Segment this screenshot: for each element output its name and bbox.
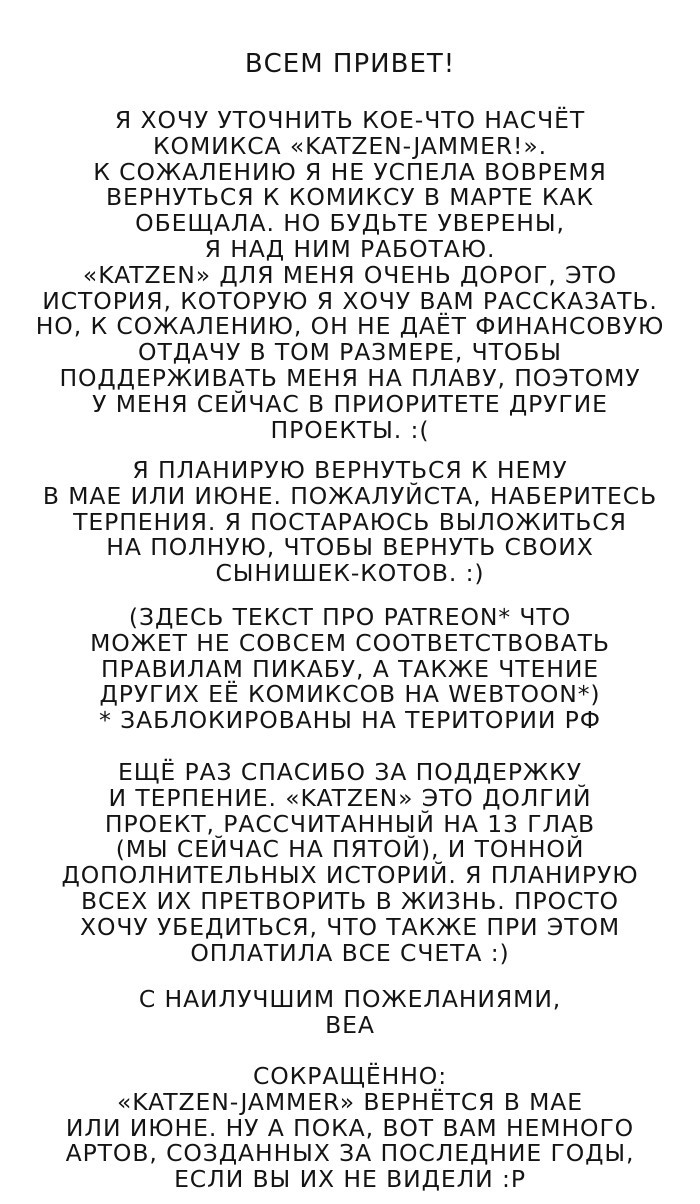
text-line: МОЖЕТ НЕ СОВСЕМ СООТВЕТСТВОВАТЬ xyxy=(90,628,610,657)
summary-block xyxy=(0,1064,700,1193)
paragraph-translator-note xyxy=(0,605,700,734)
text-line: ПРОЕКТЫ. :( xyxy=(270,415,430,444)
text-line: Я ПЛАНИРУЮ ВЕРНУТЬСЯ К НЕМУ xyxy=(132,456,568,484)
text-line: ВЕРНУТЬСЯ К КОМИКСУ В МАРТЕ КАК xyxy=(105,183,595,212)
paragraph-intro xyxy=(0,108,700,443)
page-title: ВСЕМ ПРИВЕТ! xyxy=(244,49,456,79)
signature-block xyxy=(0,987,700,1039)
text-line: ОТДАЧУ В ТОМ РАЗМЕРЕ, ЧТОБЫ xyxy=(138,338,562,367)
text-line: НО, К СОЖАЛЕНИЮ, ОН НЕ ДАЁТ ФИНАНСОВУЮ xyxy=(35,312,665,341)
author-name: ВЕА xyxy=(325,1010,375,1039)
text-line: (ЗДЕСЬ ТЕКСТ ПРО PATREON* ЧТО xyxy=(128,603,572,631)
text-line: Я НАД НИМ РАБОТАЮ. xyxy=(204,234,496,263)
text-line: ЕСЛИ ВЫ ИХ НЕ ВИДЕЛИ :P xyxy=(174,1165,526,1194)
text-line: В МАЕ ИЛИ ИЮНЕ. ПОЖАЛУЙСТА, НАБЕРИТЕСЬ xyxy=(42,481,658,510)
text-line: ПРОЕКТ, РАССЧИТАННЫЙ НА 13 ГЛАВ xyxy=(104,809,596,838)
text-line: ХОЧУ УБЕДИТЬСЯ, ЧТО ТАКЖЕ ПРИ ЭТОМ xyxy=(79,912,621,941)
text-line: С НАИЛУЧШИМ ПОЖЕЛАНИЯМИ, xyxy=(138,985,562,1013)
text-line: ОПЛАТИЛА ВСЕ СЧЕТА :) xyxy=(190,938,510,967)
text-line: ПРАВИЛАМ ПИКАБУ, А ТАКЖЕ ЧТЕНИЕ xyxy=(100,654,600,683)
text-line: ИЛИ ИЮНЕ. НУ А ПОКА, ВОТ ВАМ НЕМНОГО xyxy=(65,1113,635,1142)
text-line: «KATZEN-JAMMER» ВЕРНЁТСЯ В МАЕ xyxy=(116,1087,584,1116)
text-line: (МЫ СЕЙЧАС НА ПЯТОЙ), И ТОННОЙ xyxy=(115,835,585,864)
text-line: ПОДДЕРЖИВАТЬ МЕНЯ НА ПЛАВУ, ПОЭТОМУ xyxy=(59,363,641,392)
paragraph-plans xyxy=(0,458,700,587)
text-line: ИСТОРИЯ, КОТОРУЮ Я ХОЧУ ВАМ РАССКАЗАТЬ. xyxy=(42,286,658,315)
text-line: ДОПОЛНИТЕЛЬНЫХ ИСТОРИЙ. Я ПЛАНИРУЮ xyxy=(61,861,639,890)
text-line: ОБЕЩАЛА. НО БУДЬТЕ УВЕРЕНЫ, xyxy=(135,209,565,238)
paragraph-thanks xyxy=(0,760,700,966)
footnote-line: * ЗАБЛОКИРОВАНЫ НА ТЕРИТОРИИ РФ xyxy=(99,706,601,735)
summary-heading: СОКРАЩЁННО: xyxy=(252,1062,448,1090)
text-line: Я ХОЧУ УТОЧНИТЬ КОЕ-ЧТО НАСЧЁТ xyxy=(114,106,586,134)
text-line: ДРУГИХ ЕЁ КОМИКСОВ НА WEBTOON*) xyxy=(99,680,601,709)
text-line: АРТОВ, СОЗДАННЫХ ЗА ПОСЛЕДНИЕ ГОДЫ, xyxy=(65,1139,635,1168)
text-line: КОМИКСА «KATZEN-JAMMER!». xyxy=(152,131,548,160)
text-line: И ТЕРПЕНИЕ. «KATZEN» ЭТО ДОЛГИЙ xyxy=(108,783,592,812)
text-line: «KATZEN» ДЛЯ МЕНЯ ОЧЕНЬ ДОРОГ, ЭТО xyxy=(82,260,618,289)
text-line: К СОЖАЛЕНИЮ Я НЕ УСПЕЛА ВОВРЕМЯ xyxy=(93,157,607,186)
text-line: ВСЕХ ИХ ПРЕТВОРИТЬ В ЖИЗНЬ. ПРОСТО xyxy=(81,886,619,915)
text-line: ТЕРПЕНИЯ. Я ПОСТАРАЮСЬ ВЫЛОЖИТЬСЯ xyxy=(73,507,627,536)
text-line: СЫНИШЕК-КОТОВ. :) xyxy=(215,559,485,588)
text-line: У МЕНЯ СЕЙЧАС В ПРИОРИТЕТЕ ДРУГИЕ xyxy=(92,389,608,418)
text-line: НА ПОЛНУЮ, ЧТОБЫ ВЕРНУТЬ СВОИХ xyxy=(106,533,594,562)
text-line: ЕЩЁ РАЗ СПАСИБО ЗА ПОДДЕРЖКУ xyxy=(118,758,582,786)
